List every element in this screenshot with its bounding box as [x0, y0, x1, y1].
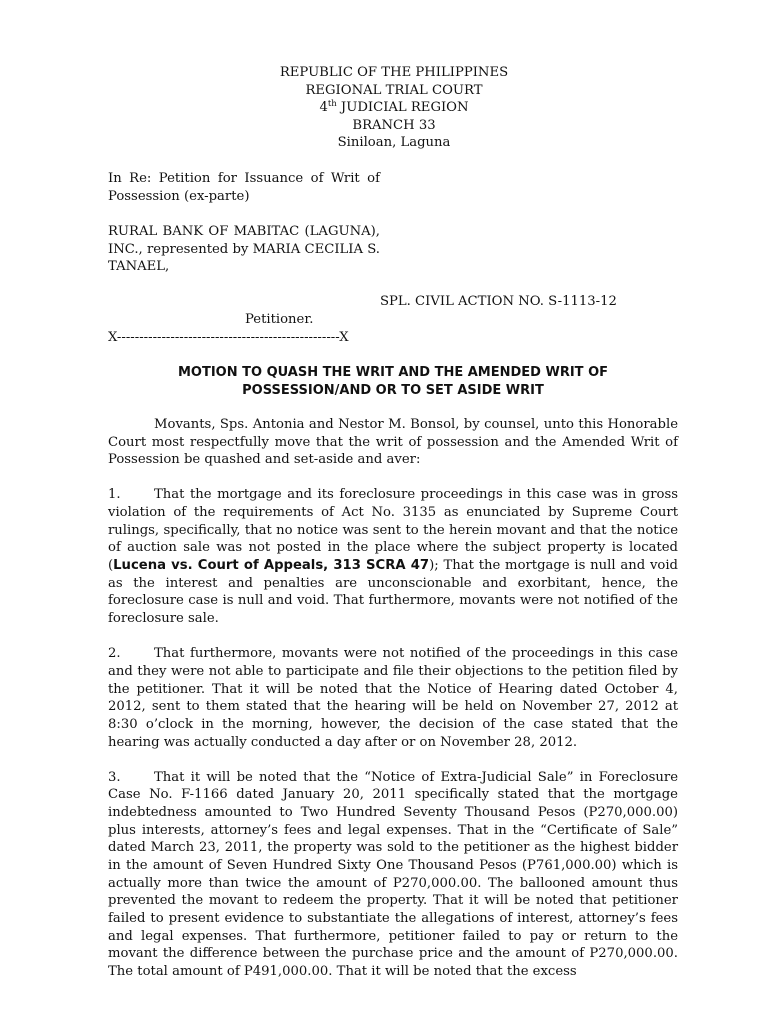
paragraph-1 — [108, 486, 678, 627]
header-region — [0, 99, 768, 117]
paragraph-3-text: That it will be noted that the “Notice of Extra-Judicial Sale” in Foreclosure Case No. F-1166 dated January 20, 2011 specifically stated that the mortgage indebtedness amounted to Two Hundred Seventy Thousand Pesos (P270,000.00) plus interests, attorney’s fees and legal expenses. That in the “Certificate of Sale” dated March 23, 2011, the property was sold to the petitioner as the highest bidder in the amount of Seven Hundred Sixty One Thousand Pesos (P761,000.00) which is actually more than twice the amount of P270,000.00. The ballooned amount thus prevented the movant to redeem the property. That it will be noted that petitioner failed to present evidence to substantiate the allegations of interest, attorney’s fees and legal expenses. That furthermore, petitioner failed to pay or return to the movant the difference between the purchase price and the amount of P270,000.00. The total amount of P491,000.00. That it will be noted that the excess — [108, 769, 678, 979]
motion-title-line1: MOTION TO QUASH THE WRIT AND THE AMENDED WRIT OF — [177, 365, 609, 380]
petitioner-label: Petitioner. — [245, 312, 314, 327]
paragraph-1-text-b: ); That the mortgage is null and void as the interest and penalties are unconscionable and exorbitant, hence, the foreclosure case is null and void. That furthermore, movants were not notified of the foreclosure sale. — [108, 558, 678, 627]
header-branch: BRANCH 33 — [352, 117, 436, 133]
paragraph-2-text: That furthermore, movants were not notified of the proceedings in this case and they were not able to participate and file their objections to the petition filed by the petitioner. That it will be noted that the Notice of Hearing dated October 4, 2012, sent to them stated that the hearing will be held on November 27, 2012 at 8:30 o’clock in the morning, however, the decision of the case stated that the hearing was actually conducted a day after or on November 28, 2012. — [108, 646, 678, 750]
header-region-suffix: th — [327, 99, 337, 109]
paragraph-1-text-a: That the mortgage and its foreclosure proceedings in this case was in gross violation of the requirements of Act No. 3135 as enunciated by Supreme Court rulings, specifically, that no notice was sent to the herein movant and that the notice of auction sale was not posted in the place where the subject property is located ( — [108, 487, 678, 574]
header-region-label: JUDICIAL REGION — [336, 100, 469, 115]
case-number: SPL. CIVIL ACTION NO. S-1113-12 — [380, 294, 617, 309]
case-caption — [108, 170, 380, 276]
paragraph-2-number: 2. — [108, 646, 121, 662]
header-region-number: 4 — [319, 100, 328, 115]
header-republic: REPUBLIC OF THE PHILIPPINES — [279, 65, 509, 80]
paragraph-1-number: 1. — [108, 487, 121, 503]
motion-body — [108, 416, 678, 998]
header-court: REGIONAL TRIAL COURT — [305, 82, 483, 98]
caption-in-re: In Re: Petition for Issuance of Writ of Possession (ex-parte) — [108, 171, 380, 204]
paragraph-3 — [108, 769, 678, 981]
intro-paragraph: Movants, Sps. Antonia and Nestor M. Bonsol, by counsel, unto this Honorable Court most respectfully move that the writ of possession and the Amended Writ of Possession be quashed and set-aside and aver: — [108, 417, 678, 468]
header-location: Siniloan, Laguna — [337, 135, 451, 150]
motion-title — [108, 364, 678, 400]
caption-separator: X--------------------------------------------------X — [108, 330, 349, 345]
motion-title-line2: POSSESSION/AND OR TO SET ASIDE WRIT — [242, 383, 544, 398]
paragraph-3-number: 3. — [108, 769, 121, 785]
court-header — [0, 64, 768, 152]
caption-party: RURAL BANK OF MABITAC (LAGUNA), INC., represented by MARIA CECILIA S. TANAEL, — [108, 224, 380, 274]
paragraph-1-citation: Lucena vs. Court of Appeals, 313 SCRA 47 — [113, 558, 430, 574]
paragraph-2 — [108, 645, 678, 751]
